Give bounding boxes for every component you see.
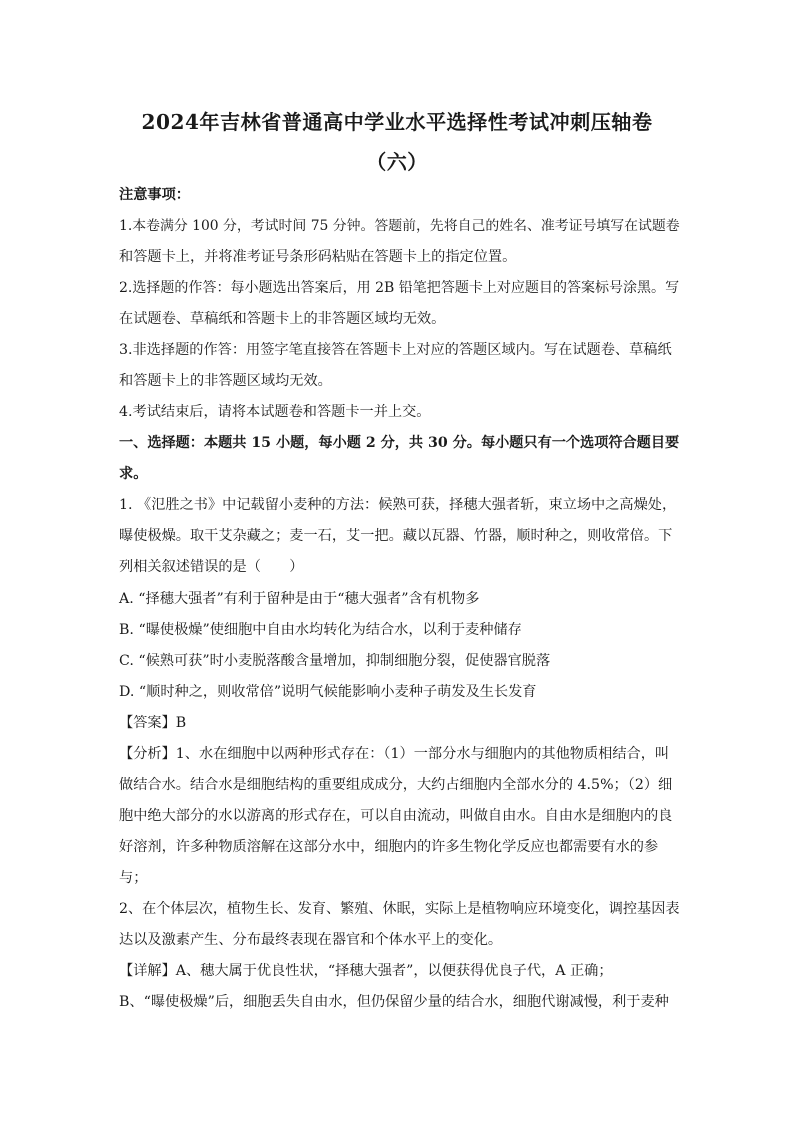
section-heading: 求。 [119,466,148,482]
answer: 【答案】B [119,715,187,731]
detail-line: 【详解】A、穗大属于优良性状，“择穗大强者”，以便获得优良子代，A 正确； [119,963,613,979]
notice-line: 1.本卷满分 100 分，考试时间 75 分钟。答题前，先将自己的姓名、准考证号填写在试题卷 [119,218,680,234]
detail-line: B、“曝使极燥”后，细胞丢失自由水，但仍保留少量的结合水，细胞代谢减慢，利于麦种 [119,994,669,1010]
document-title: 2024年吉林省普通高中学业水平选择性考试冲刺压轴卷 [141,110,653,134]
notice-line: 和答题卡上，并将准考证号条形码粘贴在答题卡上的指定位置。 [119,249,517,265]
analysis-line: 与； [119,870,148,886]
question-stem: 列相关叙述错误的是（ ） [119,559,304,575]
notice-heading: 注意事项： [119,187,190,203]
notice-line: 和答题卡上的非答题区域均无效。 [119,373,332,389]
document-subtitle: （六） [366,150,428,174]
question-stem: 1. 《氾胜之书》中记载留小麦种的方法：候熟可获，择穗大强者斩，束立场中之高燥处， [119,497,677,513]
analysis-line: 好溶剂，许多种物质溶解在这部分水中，细胞内的许多生物化学反应也都需要有水的参 [119,839,659,855]
section-heading: 一、选择题：本题共 15 小题，每小题 2 分，共 30 分。每小题只有一个选项符合题目要 [119,435,680,451]
analysis-line: 胞中绝大部分的水以游离的形式存在，可以自由流动，叫做自由水。自由水是细胞内的良 [119,808,673,824]
analysis-line: 做结合水。结合水是细胞结构的重要组成成分，大约占细胞内全部水分的 4.5%；（2）细 [119,777,673,793]
option-a: A. “择穗大强者”有利于留种是由于“穗大强者”含有机物多 [119,591,480,607]
analysis-line: 【分析】1、水在细胞中以两种形式存在：（1）一部分水与细胞内的其他物质相结合，叫 [119,746,670,762]
option-d: D. “顺时种之，则收常倍”说明气候能影响小麦种子萌发及生长发育 [119,684,537,700]
analysis-line: 达以及激素产生、分布最终表现在器官和个体水平上的变化。 [119,932,503,948]
notice-line: 2.选择题的作答：每小题选出答案后，用 2B 铅笔把答题卡上对应题目的答案标号涂黑。写 [119,280,680,296]
question-stem: 曝使极燥。取干艾杂藏之；麦一石，艾一把。藏以瓦器、竹器，顺时种之，则收常倍。下 [119,528,673,544]
option-c: C. “候熟可获”时小麦脱落酸含量增加，抑制细胞分裂，促使器官脱落 [119,653,551,669]
notice-line: 4.考试结束后，请将本试题卷和答题卡一并上交。 [119,404,431,420]
option-b: B. “曝使极燥”使细胞中自由水均转化为结合水，以利于麦种储存 [119,622,522,638]
notice-line: 在试题卷、草稿纸和答题卡上的非答题区域均无效。 [119,311,446,327]
analysis-line: 2、在个体层次，植物生长、发育、繁殖、休眠，实际上是植物响应环境变化，调控基因表 [119,901,680,917]
notice-line: 3.非选择题的作答：用签字笔直接答在答题卡上对应的答题区域内。写在试题卷、草稿纸 [119,342,672,358]
